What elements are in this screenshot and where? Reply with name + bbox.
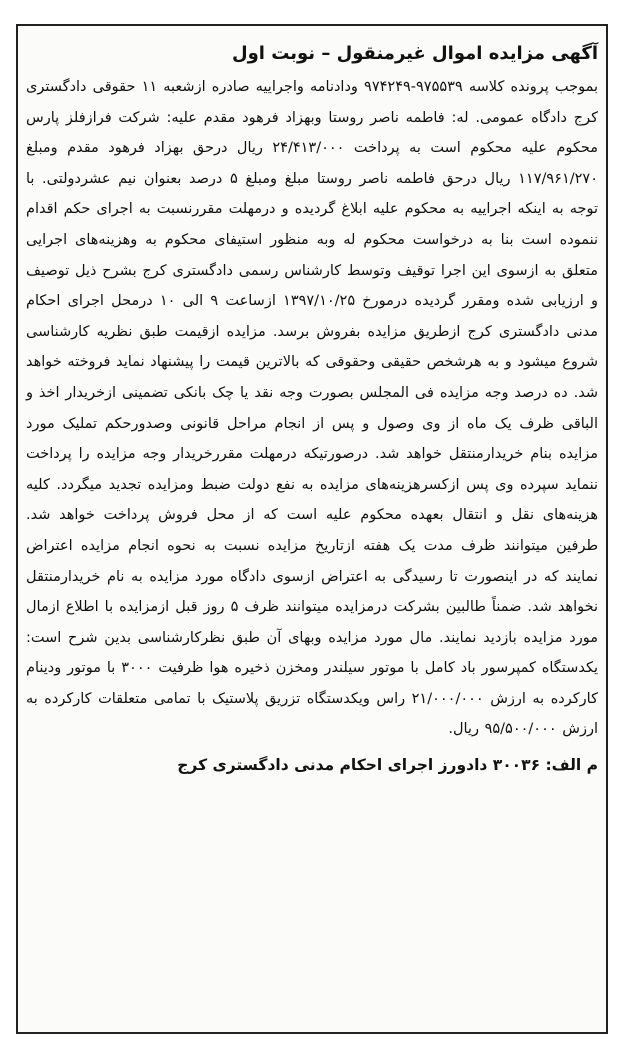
notice-title: آگهی مزایده اموال غیرمنقول – نوبت اول: [231, 43, 598, 64]
notice-content: [26, 38, 598, 1022]
notice-footer: م الف: ۳۰۰۳۶ دادورز اجرای احکام مدنی دادگستری کرج: [177, 756, 598, 775]
notice-frame: [16, 24, 608, 1034]
notice-body: بموجب پرونده کلاسه ۹۷۵۵۳۹-۹۷۴۲۴۹ ودادنامه واجراییه صادره ازشعبه ۱۱ حقوقی دادگستری کرج دادگاه عمومی. له: فاطمه ناصر روستا وبهزاد فرهود مقدم علیه: شرکت فرازفلز پارس محکوم علیه محکوم است به پرداخت ۲۴/۴۱۳/۰۰۰ ریال درحق بهزاد فرهود مقدم ومبلغ ۱۱۷/۹۶۱/۲۷۰ ریال درحق فاطمه ناصر روستا مبلغ ومبلغ ۵ درصد بعنوان نیم عشردولتی. با توجه به اینکه اجراییه به محکوم علیه ابلاغ گردیده و درمهلت مقررنسبت به اجرای حکم اقدام ننموده است بنا به درخواست محکوم له وبه منظور استیفای محکوم به وهزینه‌های اجرایی متعلق به ازسوی این اجرا توقیف وتوسط کارشناس رسمی دادگستری کرج بشرح ذیل توصیف و ارزیابی شده ومقرر گردیده درمورخ ۱۳۹۷/۱۰/۲۵ ازساعت ۹ الی ۱۰ درمحل اجرای احکام مدنی دادگستری کرج ازطریق مزایده بفروش برسد. مزایده ازقیمت طبق نظریه کارشناسی شروع میشود و به هرشخص حقیقی وحقوقی که بالاترین قیمت را پیشنهاد نماید فروخته خواهد شد. ده درصد وجه مزایده فی المجلس بصورت وجه نقد یا چک بانکی تضمینی ازخریدار اخذ و الباقی ظرف یک ماه از وی وصول و پس از انجام مراحل قانونی وصدورحکم تملیک مورد مزایده بنام خریدارمنتقل خواهد شد. درصورتیکه درمهلت مقررخریدار وجه مزایده را پرداخت ننماید سپرده وی پس ازکسرهزینه‌های مزایده به نفع دولت ضبط ومزایده تجدید میگردد. کلیه هزینه‌های نقل و انتقال بعهده محکوم علیه است که از محل فروش پرداخت خواهد شد. طرفین میتوانند ظرف مدت یک هفته ازتاریخ مزایده نسبت به نحوه انجام مزایده اعتراض نمایند که در اینصورت تا رسیدگی به اعتراض ازسوی دادگاه مورد مزایده به نام خریدارمنتقل نخواهد شد. ضمناً طالبین بشرکت درمزایده میتوانند ظرف ۵ روز قبل ازمزایده با اطلاع ازمال مورد مزایده بازدید نمایند. مال مورد مزایده وبهای آن طبق نظرکارشناسی بدین شرح است: یکدستگاه کمپرسور باد کامل با موتور سیلندر ومخزن ذخیره هوا ظرفیت ۳۰۰۰ با موتور ودینام کارکرده به ارزش ۲۱/۰۰۰/۰۰۰ راس ویکدستگاه تزریق پلاستیک با تمامی متعلقات کارکرده به ارزش ۹۵/۵۰۰/۰۰۰ ریال.: [26, 79, 598, 738]
